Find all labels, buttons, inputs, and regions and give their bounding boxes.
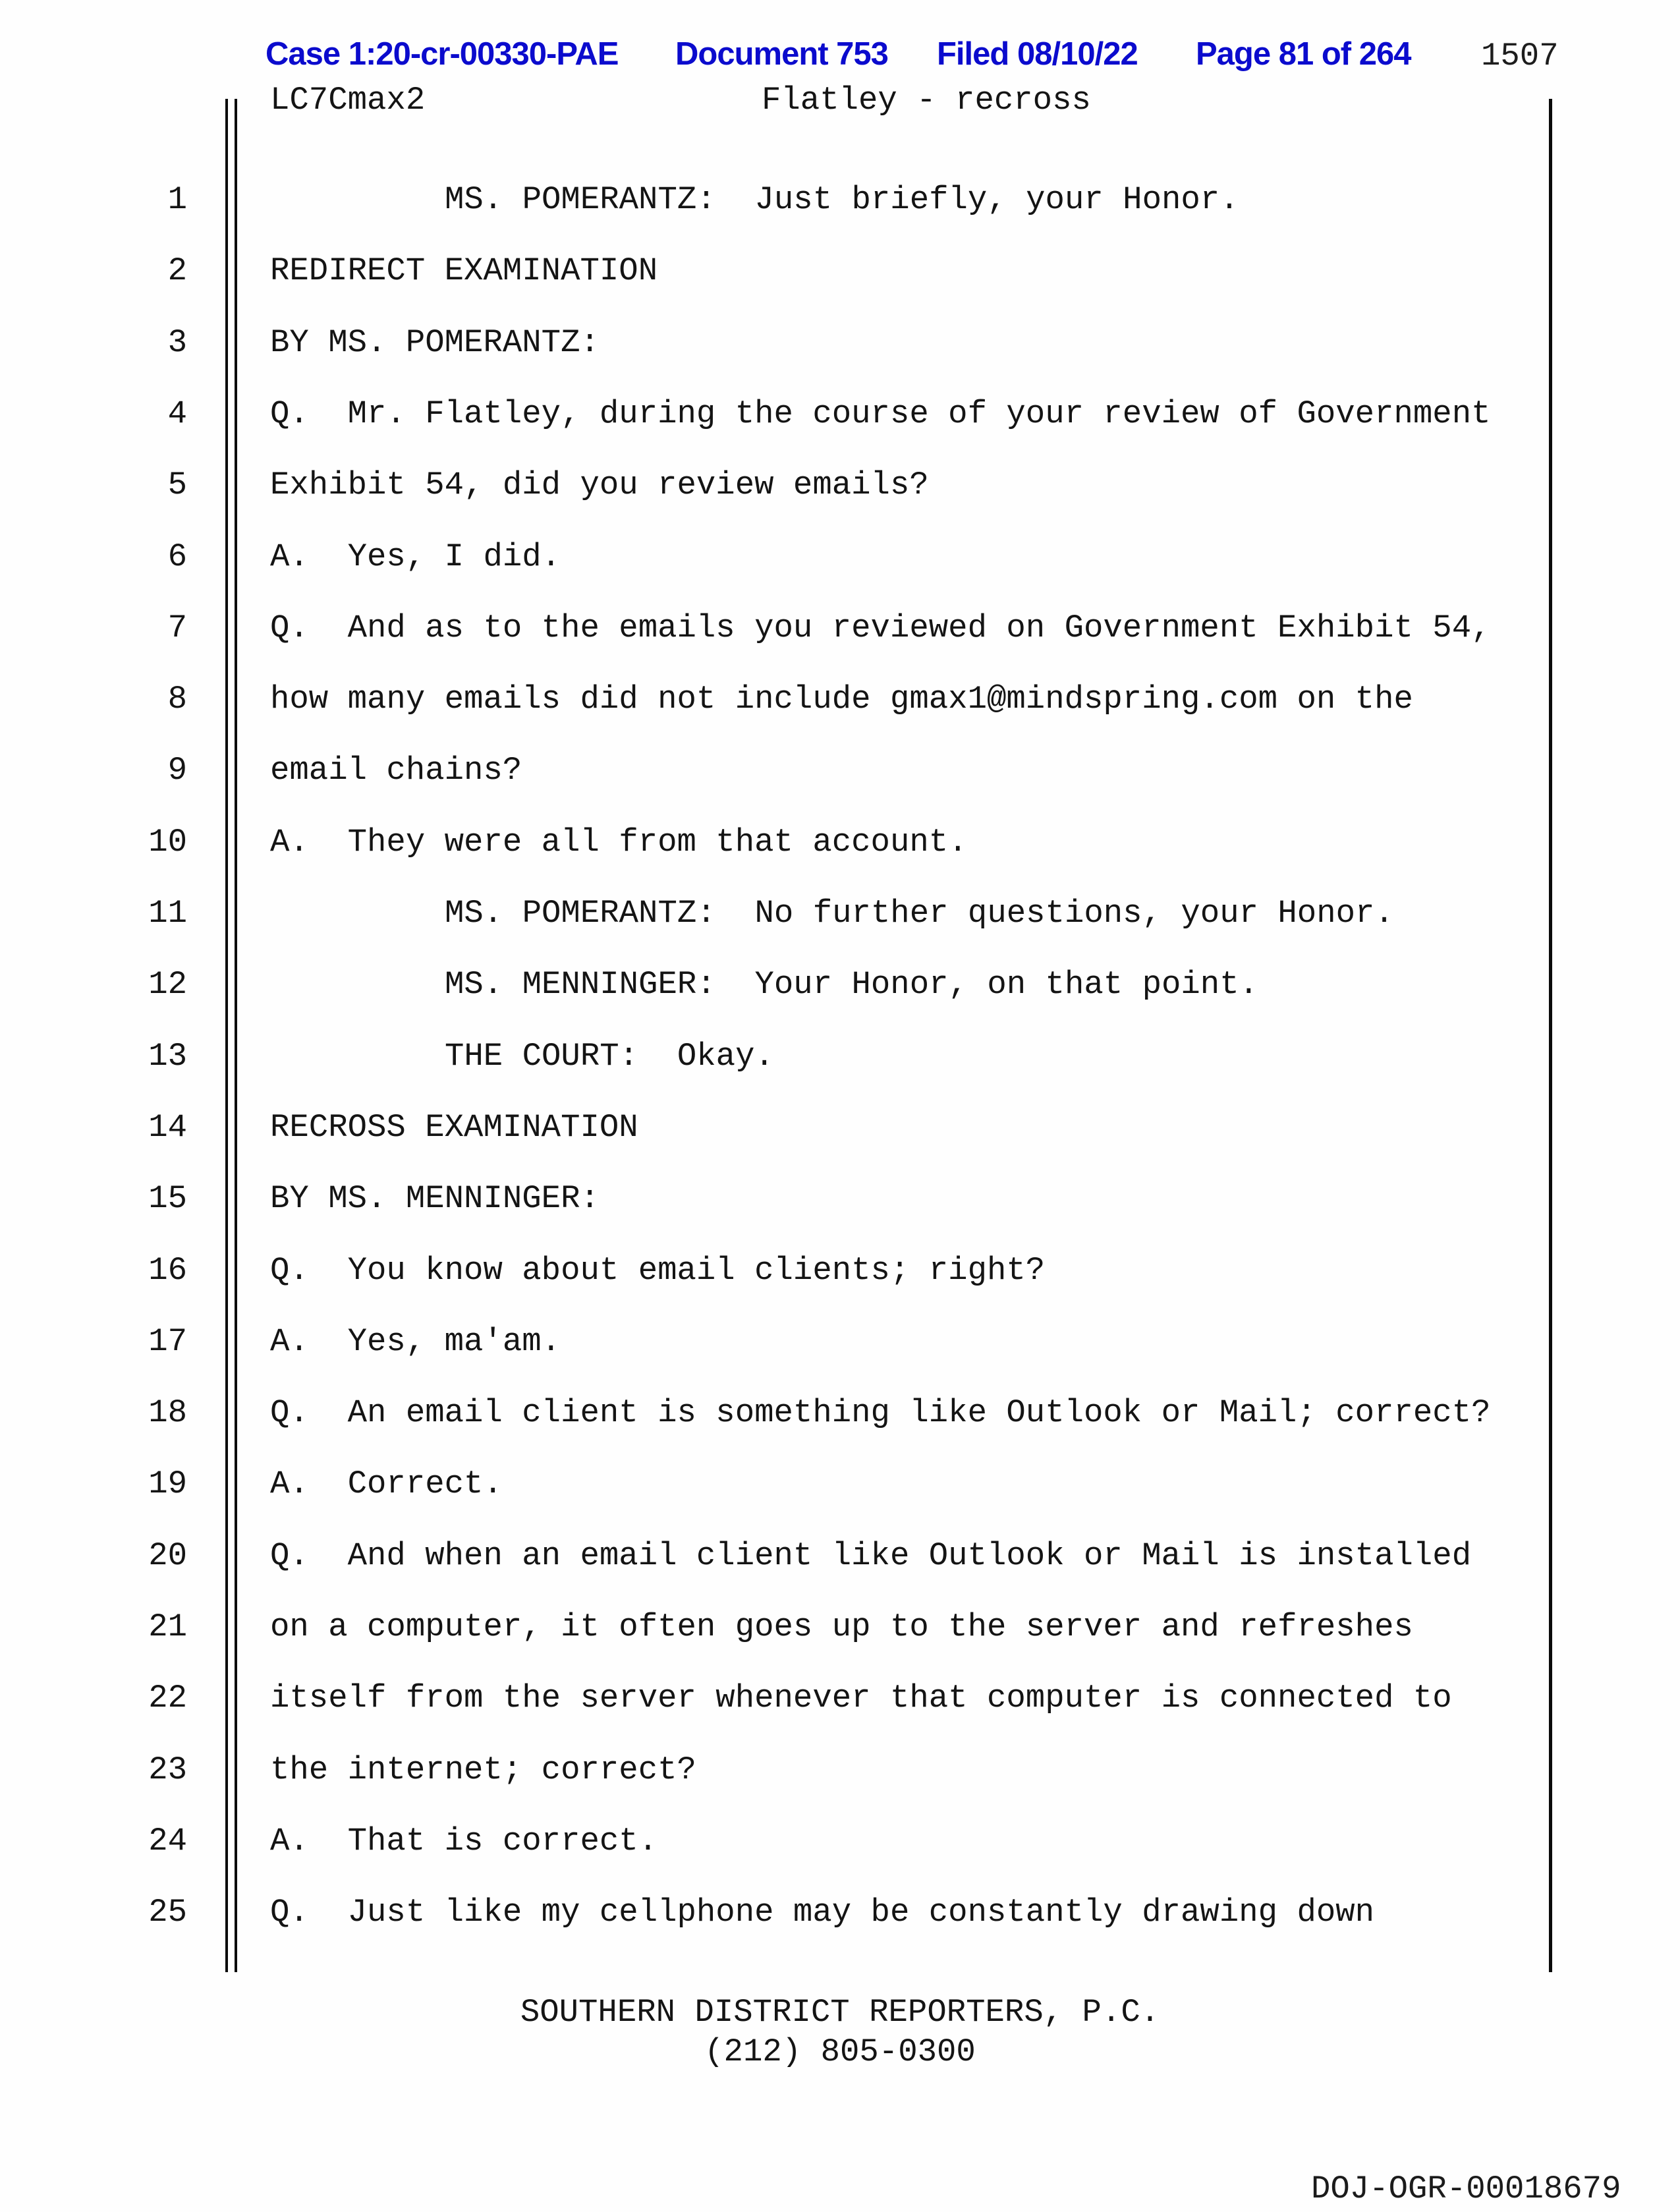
line-number: 22 xyxy=(148,1680,187,1717)
transcript-line xyxy=(0,966,1680,1008)
line-number: 9 xyxy=(167,752,187,789)
session-id: LC7Cmax2 xyxy=(270,82,426,119)
line-number: 17 xyxy=(148,1322,187,1360)
folio-page-number: 1507 xyxy=(1481,38,1559,74)
line-number: 12 xyxy=(148,966,187,1004)
line-text: Q. And as to the emails you reviewed on Government Exhibit 54, xyxy=(270,609,1491,646)
transcript-line xyxy=(0,1180,1680,1222)
transcript-line xyxy=(0,1682,1680,1722)
line-number: 15 xyxy=(148,1180,187,1218)
transcript-line xyxy=(0,1537,1680,1579)
line-text: A. Correct. xyxy=(270,1465,503,1503)
header-filed-date: Filed 08/10/22 xyxy=(937,36,1138,72)
line-text: Exhibit 54, did you review emails? xyxy=(270,467,929,504)
line-number: 4 xyxy=(167,395,187,432)
line-text: itself from the server whenever that computer is connected to xyxy=(270,1680,1452,1717)
transcript-line xyxy=(0,1322,1680,1365)
transcript-line xyxy=(0,1251,1680,1294)
line-number: 1 xyxy=(167,181,187,218)
line-number: 10 xyxy=(148,823,187,861)
line-number: 19 xyxy=(148,1465,187,1503)
transcript-line xyxy=(0,1751,1680,1794)
line-number: 3 xyxy=(167,324,187,361)
transcript-line xyxy=(0,609,1680,652)
reporter-name: SOUTHERN DISTRICT REPORTERS, P.C. xyxy=(520,1994,1160,2031)
header-document-number: Document 753 xyxy=(675,36,888,72)
line-text: Q. Mr. Flatley, during the course of your review of Government xyxy=(270,395,1491,432)
transcript-line xyxy=(0,1608,1680,1651)
line-number: 23 xyxy=(148,1751,187,1788)
line-number: 14 xyxy=(148,1108,187,1146)
line-number: 6 xyxy=(167,538,187,575)
line-text: Q. You know about email clients; right? xyxy=(270,1251,1046,1289)
line-number: 16 xyxy=(148,1251,187,1289)
line-text: A. Yes, ma'am. xyxy=(270,1322,561,1360)
line-text: RECROSS EXAMINATION xyxy=(270,1108,638,1146)
line-text: MS. MENNINGER: Your Honor, on that point. xyxy=(445,966,1259,1004)
witness-proceeding-label: Flatley - recross xyxy=(762,82,1091,119)
transcript-line xyxy=(0,324,1680,366)
line-text: A. That is correct. xyxy=(270,1822,658,1859)
transcript-line xyxy=(0,1037,1680,1080)
line-text: BY MS. POMERANTZ: xyxy=(270,324,600,361)
line-text: on a computer, it often goes up to the server and refreshes xyxy=(270,1608,1413,1645)
transcript-line xyxy=(0,1896,1680,1936)
line-text: BY MS. MENNINGER: xyxy=(270,1180,600,1218)
doj-production-number: DOJ-OGR-00018679 xyxy=(1311,2170,1621,2207)
transcript-line xyxy=(0,1394,1680,1436)
transcript-line xyxy=(0,1465,1680,1508)
line-number: 11 xyxy=(148,895,187,932)
line-number: 5 xyxy=(167,467,187,504)
line-number: 13 xyxy=(148,1037,187,1075)
header-case-number: Case 1:20-cr-00330-PAE xyxy=(266,36,619,72)
transcript-line xyxy=(0,1822,1680,1865)
line-number: 7 xyxy=(167,609,187,646)
transcript-line xyxy=(0,395,1680,438)
line-number: 20 xyxy=(148,1537,187,1574)
line-number: 25 xyxy=(148,1894,187,1931)
line-number: 24 xyxy=(148,1822,187,1859)
line-number: 18 xyxy=(148,1394,187,1432)
line-text: A. Yes, I did. xyxy=(270,538,561,575)
line-text: THE COURT: Okay. xyxy=(445,1037,774,1075)
transcript-line xyxy=(0,897,1680,937)
line-text: MS. POMERANTZ: No further questions, your Honor. xyxy=(445,895,1394,932)
line-text: Q. An email client is something like Outlook or Mail; correct? xyxy=(270,1394,1491,1432)
transcript-line xyxy=(0,469,1680,509)
transcript-line xyxy=(0,252,1680,295)
line-text: the internet; correct? xyxy=(270,1751,696,1788)
transcript-line xyxy=(0,754,1680,794)
transcript-line xyxy=(0,181,1680,223)
line-text: A. They were all from that account. xyxy=(270,823,968,861)
line-text: Q. Just like my cellphone may be constantly drawing down xyxy=(270,1894,1375,1931)
line-text: Q. And when an email client like Outlook or Mail is installed xyxy=(270,1537,1472,1574)
transcript-line xyxy=(0,823,1680,866)
line-number: 21 xyxy=(148,1608,187,1645)
reporter-phone: (212) 805-0300 xyxy=(704,2033,976,2070)
line-text: how many emails did not include gmax1@mindspring.com on the xyxy=(270,681,1413,718)
line-text: MS. POMERANTZ: Just briefly, your Honor. xyxy=(445,181,1239,218)
transcript-line xyxy=(0,683,1680,723)
line-text: REDIRECT EXAMINATION xyxy=(270,252,658,290)
transcript-line xyxy=(0,538,1680,581)
line-text: email chains? xyxy=(270,752,522,789)
header-page-indicator: Page 81 of 264 xyxy=(1196,36,1411,72)
transcript-line xyxy=(0,1108,1680,1151)
line-number: 2 xyxy=(167,252,187,290)
line-number: 8 xyxy=(167,681,187,718)
